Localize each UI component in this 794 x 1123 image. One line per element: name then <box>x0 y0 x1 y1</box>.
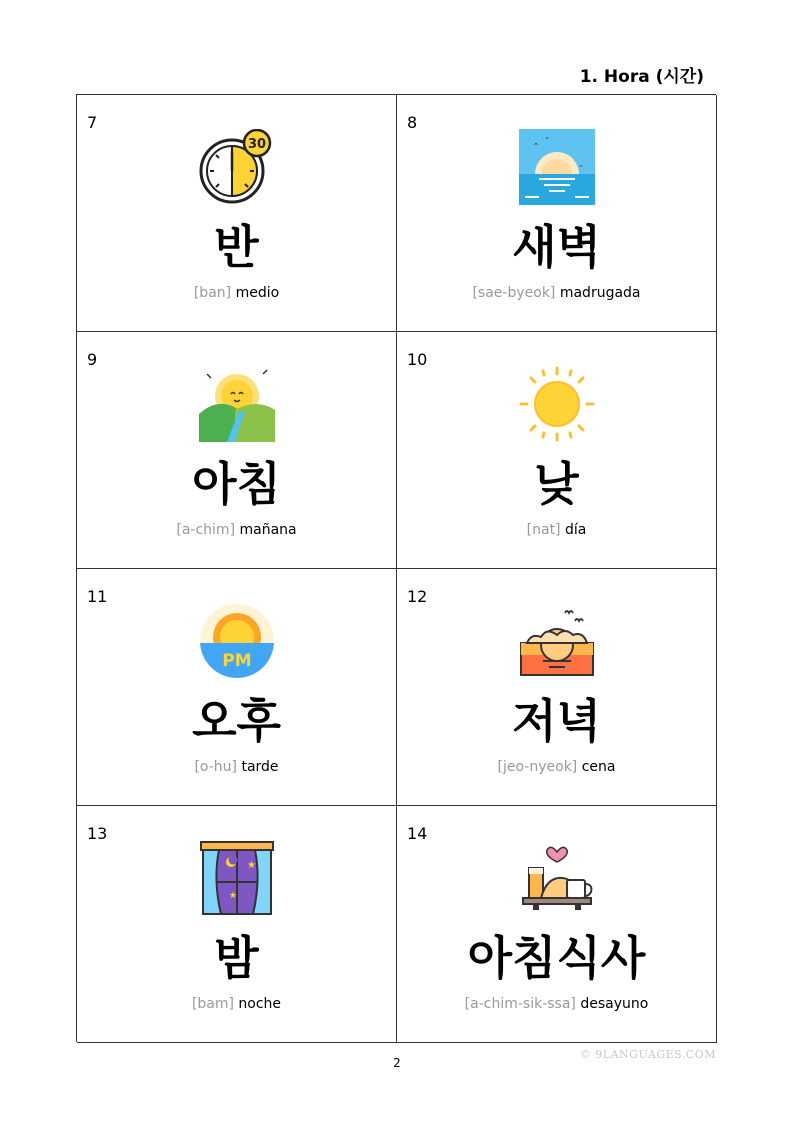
svg-text:★: ★ <box>228 891 237 901</box>
card-caption <box>77 522 396 538</box>
flashcard-12 <box>397 569 717 806</box>
svg-text:PM: PM <box>221 651 252 671</box>
meaning: noche <box>238 996 282 1012</box>
flashcard-13 <box>77 806 397 1043</box>
romanization: [ban] <box>193 285 232 301</box>
card-number: 13 <box>87 824 108 843</box>
korean-word: 새벽 <box>512 220 601 274</box>
svg-text:30: 30 <box>247 137 266 152</box>
card-number: 8 <box>407 113 418 132</box>
meaning: mañana <box>239 522 297 538</box>
card-caption <box>77 285 396 301</box>
flashcard-grid <box>76 94 716 1042</box>
sunset-clouds-icon <box>519 603 595 679</box>
clock-half-hour-icon <box>199 129 275 205</box>
night-window-icon <box>199 840 275 916</box>
card-caption <box>397 522 716 538</box>
sun-icon <box>519 366 595 442</box>
romanization: [jeo-nyeok] <box>497 759 578 775</box>
card-number: 7 <box>87 113 98 132</box>
flashcard-8 <box>397 95 717 332</box>
copyright-notice: © 9LANGUAGES.COM <box>579 1048 716 1061</box>
korean-word: 낮 <box>534 457 579 511</box>
romanization: [sae-byeok] <box>472 285 556 301</box>
card-number: 12 <box>407 587 428 606</box>
pm-sun-icon <box>199 603 275 679</box>
page-number: 2 <box>393 1056 401 1070</box>
meaning: medio <box>235 285 280 301</box>
meaning: cena <box>581 759 616 775</box>
flashcard-11 <box>77 569 397 806</box>
breakfast-tray-icon <box>519 840 595 916</box>
korean-word: 반 <box>214 220 259 274</box>
romanization: [nat] <box>526 522 561 538</box>
card-caption <box>77 759 396 775</box>
card-caption <box>397 285 716 301</box>
card-number: 9 <box>87 350 98 369</box>
svg-text:★: ★ <box>246 860 256 871</box>
morning-sun-hills-icon <box>199 366 275 442</box>
card-number: 14 <box>407 824 428 843</box>
flashcard-10 <box>397 332 717 569</box>
card-number: 10 <box>407 350 428 369</box>
meaning: desayuno <box>580 996 649 1012</box>
korean-word: 아침식사 <box>467 931 646 985</box>
korean-word: 아침 <box>192 457 281 511</box>
card-caption <box>397 759 716 775</box>
korean-word: 밤 <box>214 931 259 985</box>
korean-word: 오후 <box>192 694 281 748</box>
romanization: [a-chim] <box>176 522 236 538</box>
card-caption <box>397 996 716 1012</box>
sunrise-over-sea-icon <box>519 129 595 205</box>
card-number: 11 <box>87 587 108 606</box>
meaning: tarde <box>241 759 279 775</box>
flashcard-9 <box>77 332 397 569</box>
flashcard-14 <box>397 806 717 1043</box>
page-title: 1. Hora (시간) <box>579 67 704 87</box>
romanization: [bam] <box>191 996 234 1012</box>
korean-word: 저녁 <box>512 694 601 748</box>
flashcard-7 <box>77 95 397 332</box>
romanization: [a-chim-sik-ssa] <box>464 996 576 1012</box>
meaning: madrugada <box>559 285 641 301</box>
card-caption <box>77 996 396 1012</box>
romanization: [o-hu] <box>194 759 237 775</box>
meaning: día <box>564 522 587 538</box>
